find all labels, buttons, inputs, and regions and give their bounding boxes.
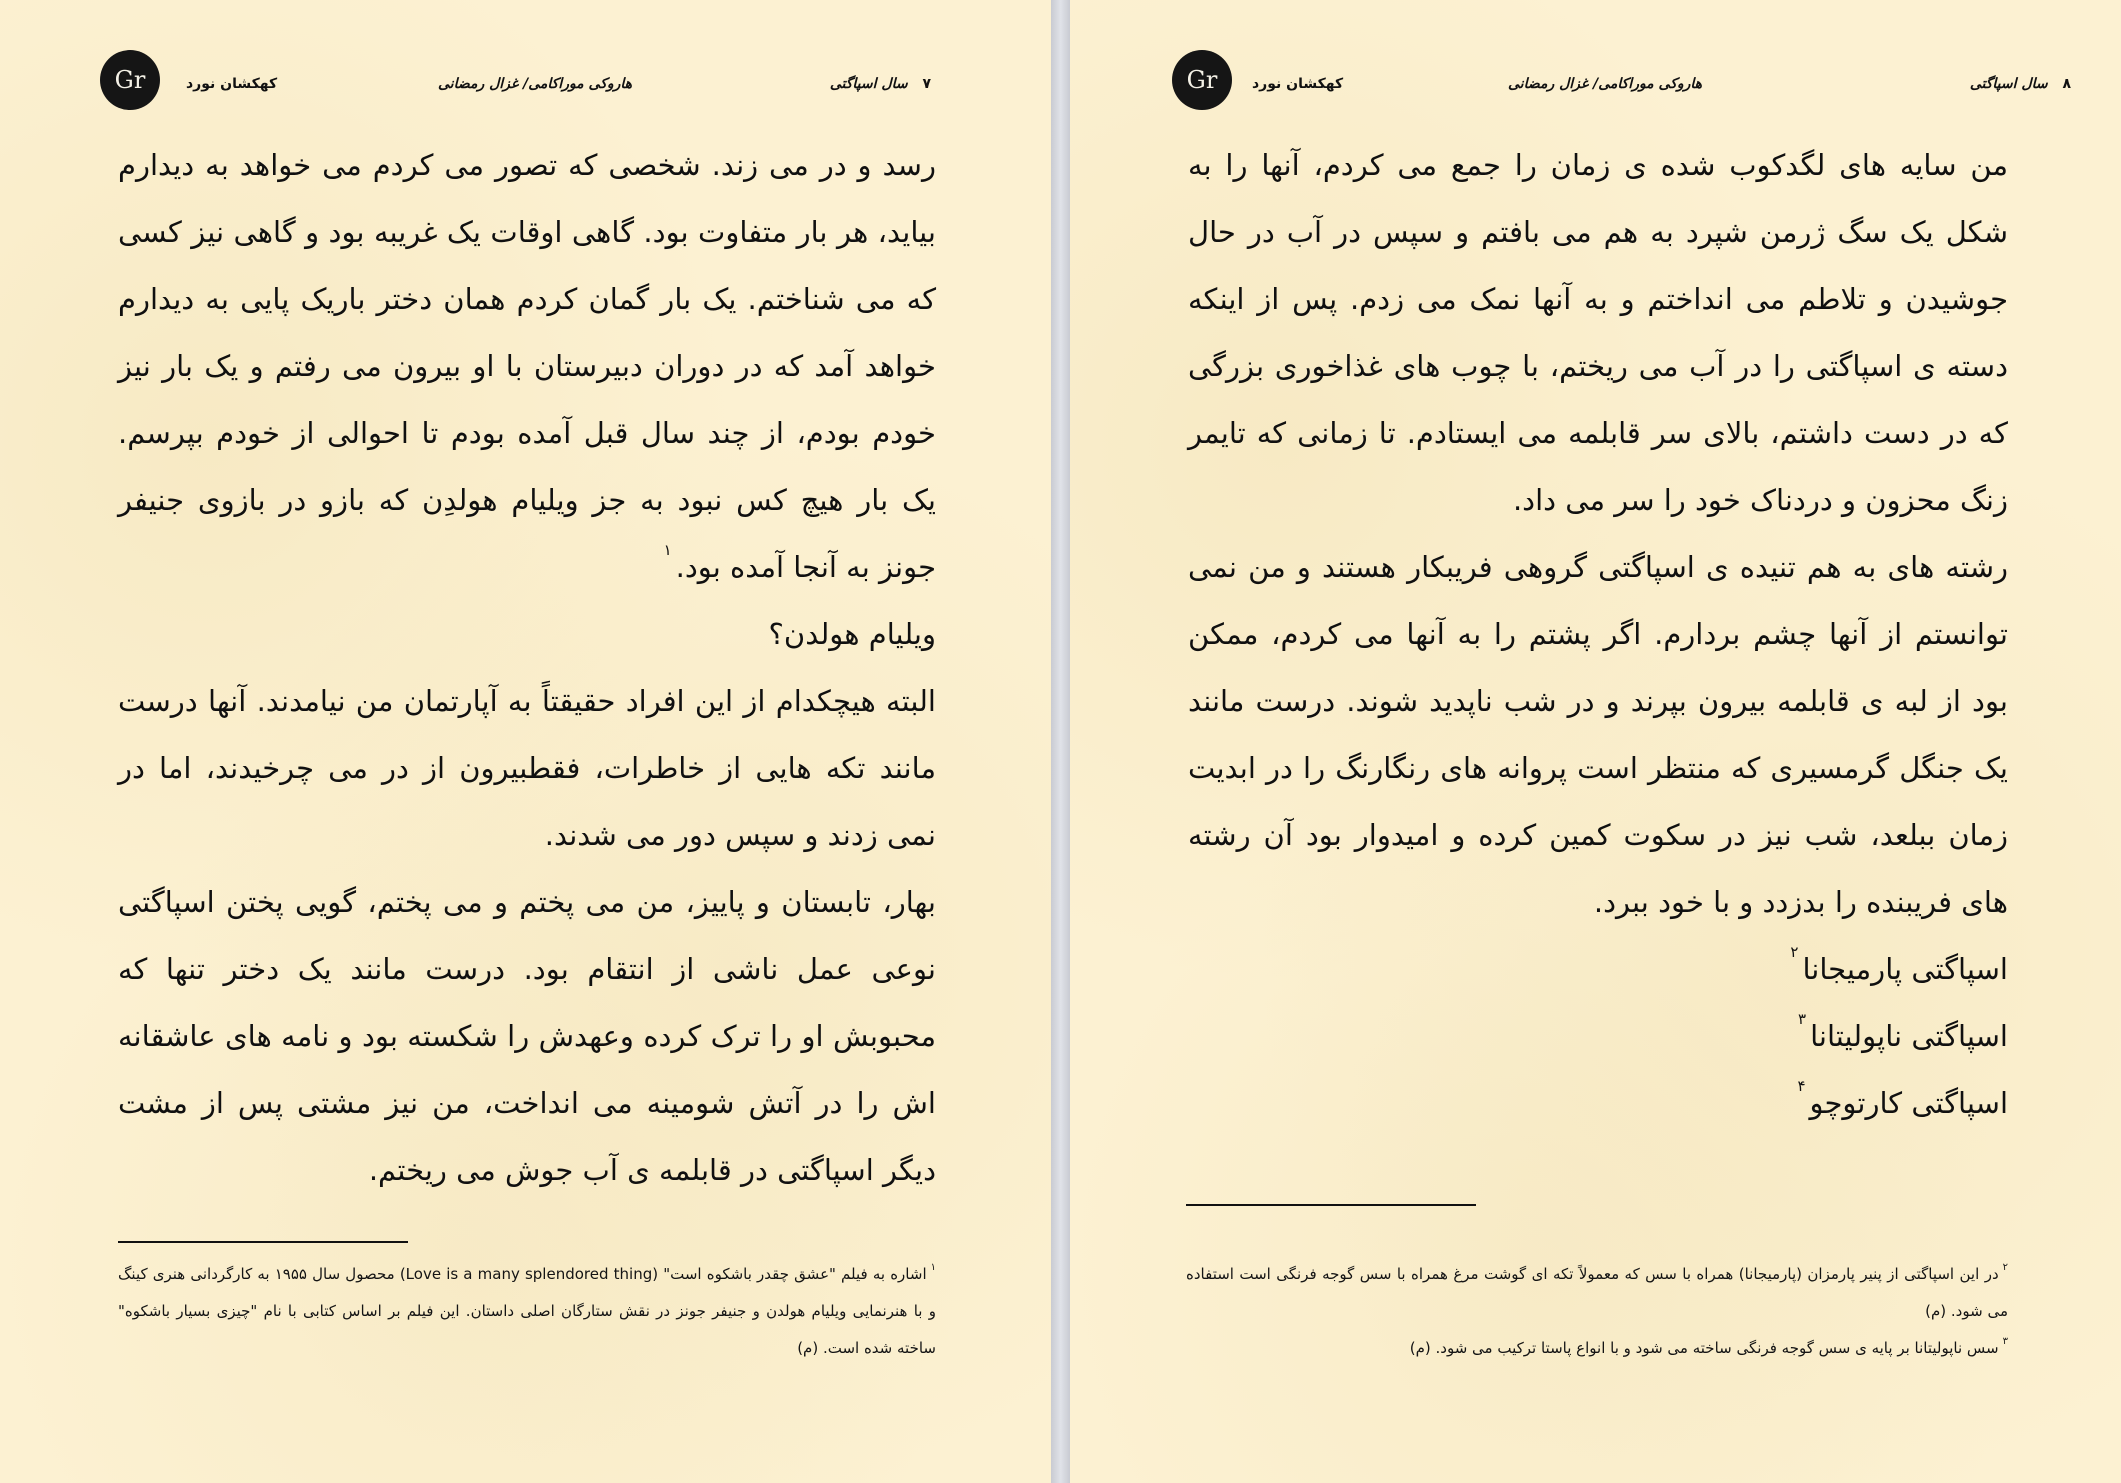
logo-text: Gr — [1186, 66, 1218, 94]
footnote-marker[interactable]: ۲ — [1790, 943, 1799, 961]
logo-text: Gr — [114, 66, 146, 94]
page-gutter — [1051, 0, 1070, 1483]
page-number: ۸ — [2062, 76, 2071, 92]
footnote-number: ۳ — [2002, 1336, 2008, 1347]
authors-line: هاروکی موراکامی/ غزال رمضانی — [1508, 76, 1703, 92]
body-text — [118, 132, 936, 1204]
authors-line: هاروکی موراکامی/ غزال رمضانی — [438, 76, 633, 92]
paragraph: رشته های به هم تنیده ی اسپاگتی گروهی فریبکار هستند و من نمی توانستم از آنها چشم بردارم. اگر پشتم را به آنها می کردم، ممکن بود از لبه ی قابلمه بیرون بپرند و در شب ناپدید شوند. درست مانند یک جنگل گرمسیری که منتظر است پروانه های رنگارنگ را در ابدیت زمان ببلعد، شب نیز در سکوت کمین کرده و امیدوار بود آن رشته های فریبنده را بدزدد و با خود ببرد. — [1188, 550, 2008, 919]
list-item-text: اسپاگتی پارمیجانا — [1802, 952, 2008, 986]
page-header — [1070, 50, 2121, 130]
publisher-logo-icon — [1172, 50, 1232, 110]
paragraph — [118, 132, 936, 601]
paragraph-text: رسد و در می زند. شخصی که تصور می کردم می خواهد به دیدارم بیاید، هر بار متفاوت بود. گاهی اوقات یک غریبه بود و گاهی نیز کسی که می شناختم. یک بار گمان کردم همان دختر باریک پایی به دیدارم خواهد آمد که در دوران دبیرستان با او بیرون می رفتم و یک بار نیز خودم بودم، از چند سال قبل آمده بودم تا احوالی از خودم بپرسم. یک بار هیچ کس نبود به جز ویلیام هولدِن که بازو در بازوی جنیفر جونز به آنجا آمده بود. — [118, 148, 936, 584]
paragraph: بهار، تابستان و پاییز، من می پختم و می پختم، گویی پختن اسپاگتی نوعی عمل ناشی از انتقام بود. درست مانند یک دختر تنها که محبوبش او را ترک کرده وعهدش را شکسته بود و نامه های عاشقانه اش را در آتش شومینه می انداخت، من نیز مشتی پس از مشت دیگر اسپاگتی در قابلمه ی آب جوش می ریختم. — [118, 885, 936, 1187]
publisher-logo-icon — [100, 50, 160, 110]
list-item — [1188, 1003, 2008, 1070]
footnote — [1186, 1256, 2008, 1330]
list-item-text: اسپاگتی کارتوچو — [1809, 1086, 2008, 1120]
footnote-number: ۱ — [930, 1262, 936, 1273]
body-text — [1188, 132, 2008, 1137]
footnote-separator — [118, 1241, 408, 1243]
brand-name: کهکشان نورد — [186, 76, 278, 92]
footnotes — [1186, 1256, 2008, 1367]
running-title-text: سال اسپاگتی — [829, 76, 908, 92]
list-item — [1188, 936, 2008, 1003]
brand-name: کهکشان نورد — [1252, 76, 1344, 92]
running-title — [1970, 76, 2071, 92]
footnote-marker[interactable]: ۴ — [1797, 1077, 1806, 1095]
footnote-number: ۲ — [2002, 1262, 2008, 1273]
page-number: ۷ — [922, 76, 931, 92]
running-title-text: سال اسپاگتی — [1969, 76, 2048, 92]
footnote-text: اشاره به فیلم "عشق چقدر باشکوه است" (Love is a many splendored thing) محصول سال ۱۹۵۵ به کارگردانی هنری کینگ و با هنرنمایی ویلیام هولدن و جنیفر جونز در نقش ستارگان اصلی داستان. این فیلم بر اساس کتابی با نام "چیزی بسیار باشکوه" ساخته شده است. (م) — [118, 1265, 936, 1357]
page-7 — [0, 0, 1051, 1483]
list-item — [1188, 1070, 2008, 1137]
page-header — [0, 50, 1051, 130]
list-item-text: اسپاگتی ناپولیتانا — [1810, 1019, 2008, 1053]
footnote-marker[interactable]: ۳ — [1798, 1010, 1807, 1028]
page-8 — [1070, 0, 2121, 1483]
paragraph: من سایه های لگدکوب شده ی زمان را جمع می کردم، آنها را به شکل یک سگ ژرمن شپرد به هم می بافتم و سپس در آب در حال جوشیدن و تلاطم می انداختم و به آنها نمک می زدم. پس از اینکه دسته ی اسپاگتی را در آب می ریختم، با چوب های غذاخوری بزرگی که در دست داشتم، بالای سر قابلمه می ایستادم. تا زمانی که تایمر زنگ محزون و دردناک خود را سر می داد. — [1188, 148, 2008, 517]
footnote-text: سس ناپولیتانا بر پایه ی سس گوجه فرنگی ساخته می شود و با انواع پاستا ترکیب می شود. (م) — [1409, 1339, 1999, 1357]
footnotes — [118, 1256, 936, 1367]
footnote — [1186, 1330, 2008, 1367]
footnote-marker[interactable]: ۱ — [663, 541, 672, 559]
paragraph: ویلیام هولدن؟ — [768, 617, 936, 651]
footnote-text: در این اسپاگتی از پنیر پارمزان (پارمیجانا) همراه با سس که معمولاً تکه ای گوشت مرغ همراه با سس گوجه فرنگی است استفاده می شود. (م) — [1186, 1265, 2008, 1320]
footnote-separator — [1186, 1204, 1476, 1206]
running-title — [830, 76, 931, 92]
footnote — [118, 1256, 936, 1367]
paragraph: البته هیچکدام از این افراد حقیقتاً به آپارتمان من نیامدند. آنها درست مانند تکه هایی از خاطرات، فقطبیرون از در می چرخیدند، اما در نمی زدند و سپس دور می شدند. — [118, 684, 936, 852]
